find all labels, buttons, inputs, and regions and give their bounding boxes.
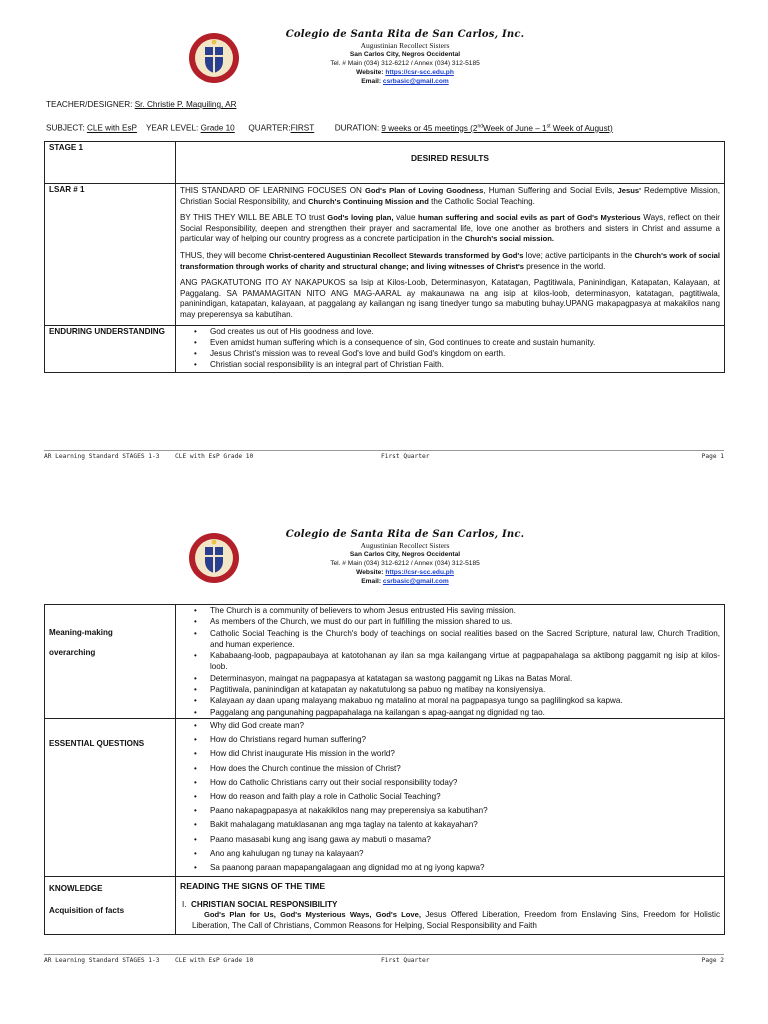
- footer-document: AR Learning Standard STAGES 1-3: [44, 453, 160, 460]
- school-seal-icon: [188, 32, 240, 84]
- stage1-table-continued: [44, 604, 725, 935]
- school-name: Colegio de Santa Rita de San Carlos, Inc.: [285, 29, 525, 40]
- school-order: Augustinian Recollect Sisters: [360, 41, 450, 50]
- desired-results-heading: DESIRED RESULTS: [410, 153, 490, 163]
- teacher-name: Sr. Christie P. Maquiling, AR: [134, 100, 237, 109]
- footer-page-number: Page 1: [701, 453, 724, 460]
- list-item: • How do Catholic Christians carry out their social responsibility today?: [194, 776, 720, 790]
- school-order: Augustinian Recollect Sisters: [360, 541, 450, 550]
- list-item: • As members of the Church, we must do our part in fulfilling the mission shared to us.: [194, 616, 720, 627]
- stage1-table: [44, 141, 725, 373]
- enduring-understanding-label: ENDURING UNDERSTANDING: [45, 325, 176, 372]
- list-item: • Even amidst human suffering which is a consequence of sin, God continues to create and sustain humanity.: [194, 337, 720, 348]
- table-row: [45, 142, 725, 184]
- document-page-1: [0, 0, 768, 470]
- list-item: • How did Christ inaugurate His mission in the world?: [194, 747, 720, 761]
- footer-quarter: First Quarter: [381, 957, 430, 964]
- stage-label: STAGE 1: [45, 142, 176, 184]
- duration-value: 9 weeks or 45 meetings (2ndWeek of June – 1st Week of August): [381, 123, 613, 133]
- list-item: • Determinasyon, maingat na pagpapasya at katatagan sa wastong paggamit ng Likas na Batas Moral.: [194, 673, 720, 684]
- list-item: • Kababaang-loob, pagpapaubaya at katotohanan ay ilan sa mga kailangang virtue at pagpapahalaga sa aktibong paggamit ng isip at kilos-loob.: [194, 650, 720, 673]
- list-item: • Paano nakapagpapasya at nakakikilos nang may preperensiya sa kabutihan?: [194, 804, 720, 818]
- table-row: [45, 325, 725, 372]
- subject-label: SUBJECT:: [46, 123, 85, 133]
- enduring-understanding-list: [180, 326, 720, 371]
- footer-course: CLE with EsP Grade 10: [175, 453, 254, 460]
- email-link[interactable]: csrbasic@gmail.com: [382, 78, 449, 85]
- website-label: Website:: [356, 569, 384, 576]
- list-item: • Christian social responsibility is an integral part of Christian Faith.: [194, 359, 720, 370]
- list-item: • Kalayaan ay daan upang malayang makabuo ng matalino at moral na pagpapasya tungo sa paglilingkod sa kapwa.: [194, 695, 720, 706]
- list-item: • Paggalang ang pangunahing pagpapahalaga na kailangan s apag-aangat ng dignidad ng tao.: [194, 707, 720, 718]
- list-item: • Why did God create man?: [194, 719, 720, 733]
- list-item: • How do Christians regard human suffering?: [194, 733, 720, 747]
- school-address: San Carlos City, Negros Occidental: [349, 551, 461, 558]
- essential-questions-list: [180, 719, 720, 875]
- quarter-label: QUARTER:: [248, 123, 291, 133]
- website-link[interactable]: https://csr-scc.edu.ph: [385, 69, 454, 76]
- school-telephone: Tel. # Main (034) 312-6212 / Annex (034) 312-5185: [330, 560, 480, 567]
- course-info-line: [46, 123, 613, 133]
- list-item: • Ano ang kahulugan ng tunay na kalayaan?: [194, 847, 720, 861]
- meaning-making-label: Meaning-making overarching: [45, 605, 176, 719]
- list-item: • Bakit mahalagang matuklasanan ang mga taglay na talento at kakayahan?: [194, 818, 720, 832]
- list-item: • God creates us out of His goodness and love.: [194, 326, 720, 337]
- focus-paragraph: THIS STANDARD OF LEARNING FOCUSES ON God's Plan of Loving Goodness, Human Suffering and Social Evils, Jesus' Redemptive Mission, Christian Social Responsibility, and Church's Continuing Mission and the Catholic Social Teaching.: [180, 186, 721, 206]
- ability-paragraph: BY THIS THEY WILL BE ABLE TO trust God's loving plan, value human suffering and social evils as part of God's Mysterious Ways, reflect on their Social Responsibility, deepen and strengthen their prayer and sacramental life, love one another as brothers and sisters in Christ and assume a particular way of helping our country progress as a concrete participation in the Church's social mission.: [180, 213, 720, 244]
- footer-page-number: Page 2: [701, 957, 724, 964]
- teacher-label: TEACHER/DESIGNER:: [46, 100, 133, 109]
- meaning-making-list: [180, 605, 720, 718]
- essential-questions-label: ESSENTIAL QUESTIONS: [45, 718, 176, 876]
- footer-course: CLE with EsP Grade 10: [175, 957, 254, 964]
- quarter-value: FIRST: [290, 123, 315, 133]
- school-seal-icon: [188, 532, 240, 584]
- website-label: Website:: [356, 69, 384, 76]
- year-value: Grade 10: [200, 123, 235, 133]
- list-item: • Jesus Christ's mission was to reveal God's love and build God's kingdom on earth.: [194, 348, 720, 359]
- school-name: Colegio de Santa Rita de San Carlos, Inc.: [285, 529, 525, 540]
- list-item: • Sa paanong paraan mapapangalagaan ang dignidad mo at ng iyong kapwa?: [194, 861, 720, 875]
- letterhead: [0, 26, 768, 92]
- school-telephone: Tel. # Main (034) 312-6212 / Annex (034) 312-5185: [330, 60, 480, 67]
- lsar-label: LSAR # 1: [45, 184, 176, 326]
- table-row: [45, 184, 725, 326]
- email-label: Email:: [361, 578, 382, 585]
- duration-label: DURATION:: [334, 123, 380, 133]
- filipino-paragraph: ANG PAGKATUTONG ITO AY NAKAPUKOS sa Isip at Kilos-Loob, Determinasyon, Katatagan, Pagtitiwala, Paninindigan, Katapatan, Kalayaan, at Paggalang. SA PAMAMAGITAN NITO ANG MAG-AARAL ay makaunawa na ang isip at kilos-loob, determinasyon, katatagan, pagtitiwala, paninindigan, katapatan, kalayaan, at paggalang ay kailangan ng isang tinedyer tungo sa mabuting buhay.UPANG makapagpasya at makakilos nang may preperensya sa kabutihan.: [180, 278, 720, 319]
- website-link[interactable]: https://csr-scc.edu.ph: [385, 569, 454, 576]
- thus-paragraph: THUS, they will become Christ-centered Augustinian Recollect Stewards transformed by God's love; active participants in the Church's work of social transformation through works of charity and structural change; and living witnesses of Christ's presence in the world.: [180, 250, 721, 271]
- table-row: [45, 877, 725, 934]
- subject-value: CLE with EsP: [86, 123, 138, 133]
- page-separator: [0, 470, 768, 494]
- email-link[interactable]: csrbasic@gmail.com: [382, 578, 449, 585]
- footer-document: AR Learning Standard STAGES 1-3: [44, 957, 160, 964]
- teacher-line: [46, 100, 237, 109]
- footer-quarter: First Quarter: [381, 453, 430, 460]
- list-item: • Paano masasabi kung ang isang gawa ay mabuti o masama?: [194, 833, 720, 847]
- knowledge-label: KNOWLEDGE Acquisition of facts: [45, 877, 176, 934]
- page-footer: [44, 954, 724, 964]
- letterhead: [0, 526, 768, 592]
- email-label: Email:: [361, 78, 382, 85]
- school-address: San Carlos City, Negros Occidental: [349, 51, 461, 58]
- list-item: • How does the Church continue the mission of Christ?: [194, 762, 720, 776]
- table-row: [45, 605, 725, 719]
- knowledge-topics: God's Plan for Us, God's Mysterious Ways, God's Love, Jesus Offered Liberation, Freedom from Enslaving Sins, Freedom for Holistic Liberation, The Call of Christians, Common Reasons for Helping, Social Responsibility and Faith: [192, 910, 720, 930]
- page-footer: [44, 450, 724, 460]
- year-label: YEAR LEVEL:: [145, 123, 199, 133]
- knowledge-heading: I. CHRISTIAN SOCIAL RESPONSIBILITY: [182, 899, 338, 909]
- list-item: • Catholic Social Teaching is the Church's body of teachings on social realities based on the Sacred Scripture, natural law, Church Tradition, and human experience.: [194, 628, 720, 651]
- table-row: [45, 718, 725, 876]
- list-item: • Pagtitiwala, paninindigan at katapatan ay nakatutulong sa pabuo ng matibay na konsiyensiya.: [194, 684, 720, 695]
- list-item: • The Church is a community of believers to whom Jesus entrusted His saving mission.: [194, 605, 720, 616]
- knowledge-title: READING THE SIGNS OF THE TIME: [180, 881, 326, 892]
- list-item: • How do reason and faith play a role in Catholic Social Teaching?: [194, 790, 720, 804]
- document-page-2: [0, 494, 768, 1024]
